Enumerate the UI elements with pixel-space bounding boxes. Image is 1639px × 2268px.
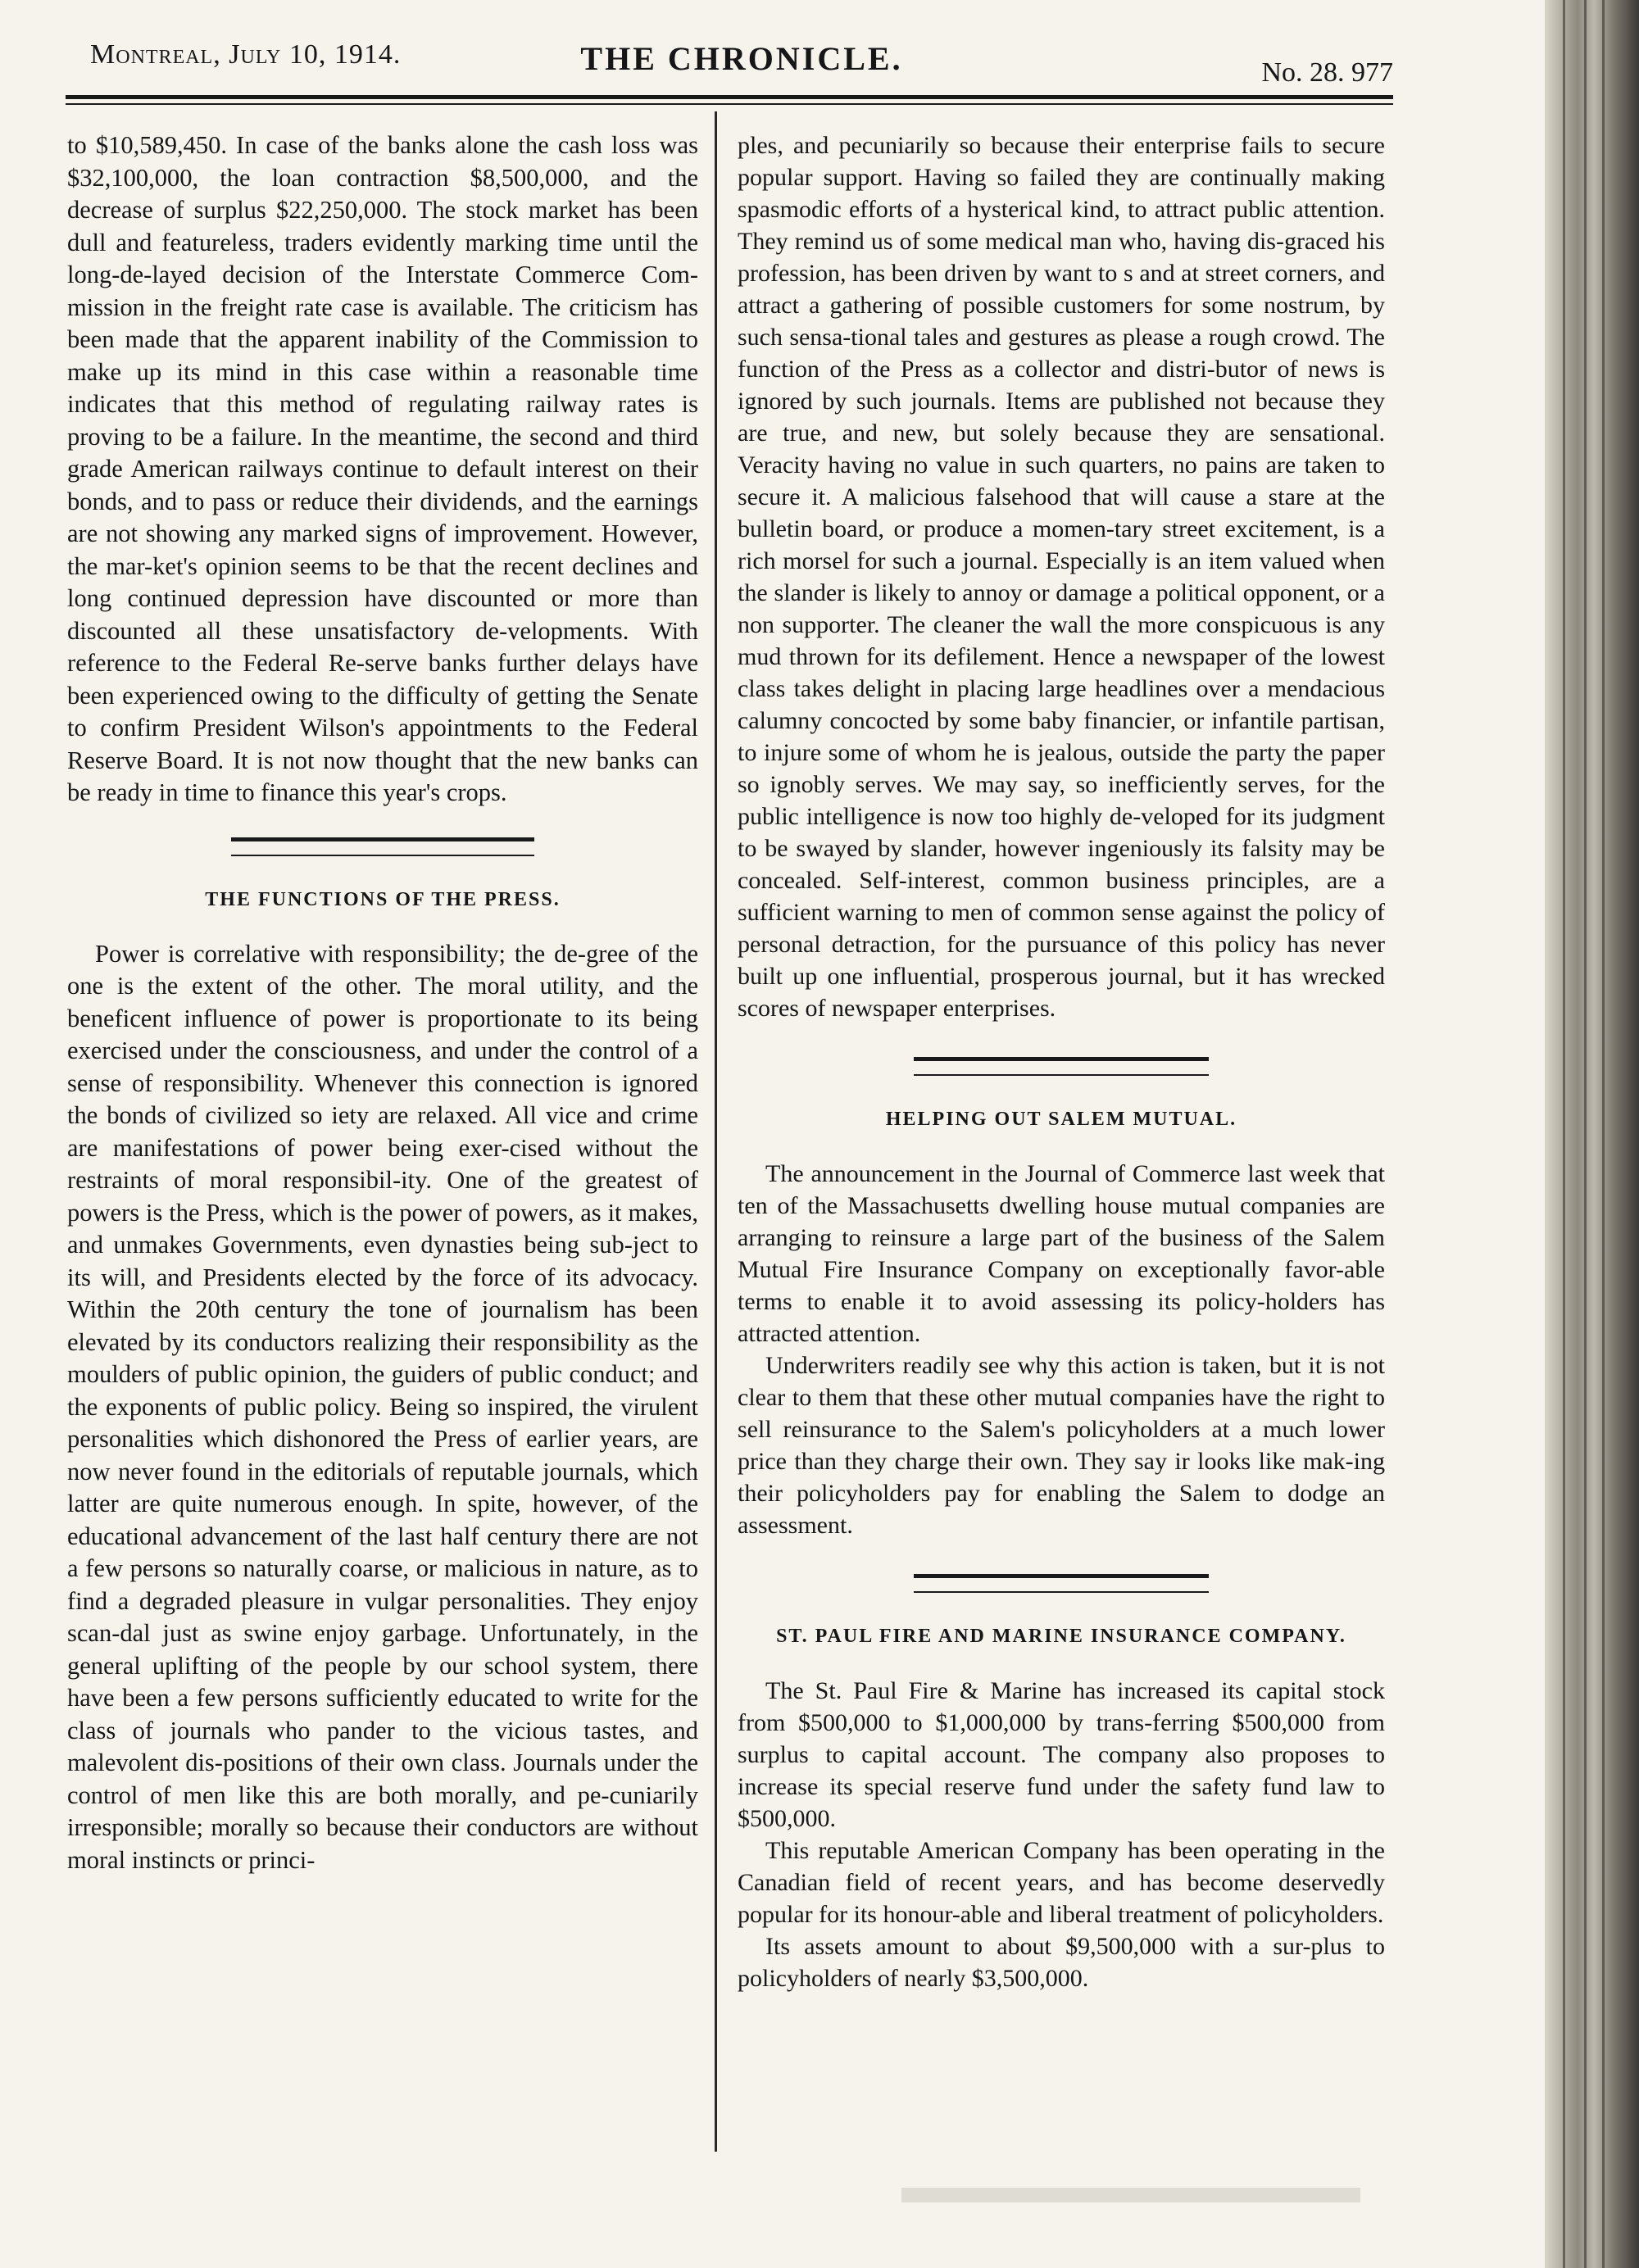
right-column xyxy=(738,129,1385,1994)
stpaul-paragraph: This reputable American Company has been operating in the Canadian field of recent years, and has become deservedly popular for its honour-able and liberal treatment of policyholders. xyxy=(738,1837,1385,1928)
press-article-paragraph: Power is correlative with responsibility; the de-gree of the one is the extent of the other. The moral utility, and the beneficent influence of power is proportionate to its being exercised under the consciousness, and under the control of a sense of responsibility. Whenever this connection is ignored the bonds of civilized so iety are relaxed. All vice and crime are manifestations of power being exer-cised without the restraints of moral responsibil-ity. One of the greatest of powers is the Press, which is the power of powers, as it makes, and unmakes Governments, even dynasties being sub-ject to its will, and Presidents elected by the force of its advocacy. Within the 20th century the tone of journalism has been elevated by its conductors realizing their responsibility as the moulders of public opinion, the guiders of public conduct; and the exponents of public policy. Being so inspired, the virulent personalities which dishonored the Press of earlier years, are now never found in the editorials of reputable journals, which latter are quite numerous enough. In spite, however, of the educational advancement of the last half century there are not a few persons so naturally coarse, or malicious in nature, as to find a degraded pleasure in vulgar personalities. They enjoy scan-dal just as swine enjoy garbage. Unfortunately, in the general uplifting of the people by our school system, there have been a few persons sufficiently educated to write for the class of journals who pander to the vicious tastes, and malevolent dis-positions of their own class. Journals under the control of men like this are both morally, and pe-cuniarily irresponsible; morally so because their conductors are without moral instincts or princi- xyxy=(67,939,698,1874)
page-edge-line xyxy=(1584,0,1587,2268)
salem-article-heading: HELPING OUT SALEM MUTUAL. xyxy=(885,1109,1237,1130)
stpaul-paragraph: The St. Paul Fire & Marine has increased its capital stock from $500,000 to $1,000,000 by trans-ferring $500,000 from surplus to capital account. The company also proposes to increase its special reserve fund under the safety fund law to $500,000. xyxy=(738,1677,1385,1832)
press-article-continued: ples, and pecuniarily so because their enterprise fails to secure popular support. Having so failed they are continually making spasmodic efforts of a hysterical kind, to attract public attention. They remind us of some medical man who, having dis-graced his profession, has been driven by want to s and at street corners, and attract a gathering of possible customers for some nostrum, by such sensa-tional tales and gestures as please a rough crowd. The function of the Press as a collector and distri-butor of news is ignored by such journals. Items are published not because they are true, and new, but solely because they are sensational. Veracity having no value in such quarters, no pains are taken to secure it. A malicious falsehood that will cause a stare at the bulletin board, or produce a momen-tary street excitement, is a rich morsel for such a journal. Especially is an item valued when the slander is likely to annoy or damage a political opponent, or a non supporter. The cleaner the wall the more conspicuous is any mud thrown for its defilement. Hence a newspaper of the lowest class takes delight in placing large headlines over a mendacious calumny concocted by some baby financier, or infantile partisan, to injure some of whom he is jealous, outside the party the paper so ignobly serves. We may say, so inefficiently serves, for the public intelligence is now too highly de-veloped for its judgment to be swayed by slander, however ingeniously its falsity may be concealed. Self-interest, common business principles, are a sufficient warning to men of common sense against the policy of personal detraction, for the pursuance of this policy has never built up one influential, prosperous journal, but it has wrecked scores of newspaper enterprises. xyxy=(738,132,1385,1022)
book-spine-edge xyxy=(1545,0,1639,2268)
bleed-through-smudge xyxy=(901,2188,1360,2202)
column-divider xyxy=(715,111,717,2152)
page-edge-line xyxy=(1602,0,1605,2268)
issue-page-number: No. 28. 977 xyxy=(1261,57,1393,88)
stpaul-article-heading: ST. PAUL FIRE AND MARINE INSURANCE COMPANY. xyxy=(776,1626,1346,1647)
header-rule-thin xyxy=(66,103,1393,105)
press-article-heading: THE FUNCTIONS OF THE PRESS. xyxy=(205,888,561,910)
left-column xyxy=(67,129,698,1876)
header-dateline: Montreal, July 10, 1914. xyxy=(90,39,402,70)
header-rule xyxy=(66,95,1393,99)
section-separator xyxy=(914,1574,1209,1593)
section-separator xyxy=(231,837,534,856)
financial-intro-paragraph: to $10,589,450. In case of the banks alone the cash loss was $32,100,000, the loan contraction $8,500,000, and the decrease of surplus $22,250,000. The stock market has been dull and featureless, traders evidently marking time until the long-de-layed decision of the Interstate Commerce Com-mission in the freight rate case is available. The criticism has been made that the apparent inability of the Commission to make up its mind in this case within a reasonable time indicates that this method of regulating railway rates is proving to be a failure. In the meantime, the second and third grade American railways continue to default interest on their bonds, and to pass or reduce their dividends, and the earnings are not showing any marked signs of improvement. However, the mar-ket's opinion seems to be that the recent declines and long continued depression have discounted or more than discounted all these unsatisfactory de-velopments. With reference to the Federal Re-serve banks further delays have been experienced owing to the difficulty of getting the Senate to confirm President Wilson's appointments to the Federal Reserve Board. It is not now thought that the new banks can be ready in time to finance this year's crops. xyxy=(67,131,698,806)
stpaul-paragraph: Its assets amount to about $9,500,000 with a sur-plus to policyholders of nearly $3,500,000. xyxy=(738,1933,1385,1992)
page-edge-line xyxy=(1563,0,1565,2268)
page-header xyxy=(90,39,1393,88)
salem-paragraph: Underwriters readily see why this action is taken, but it is not clear to them that these other mutual companies have the right to sell reinsurance to the Salem's policyholders at a much lower price than they charge their own. They say ir looks like mak-ing their policyholders pay for enabling the Salem to dodge an assessment. xyxy=(738,1352,1385,1539)
salem-paragraph: The announcement in the Journal of Commerce last week that ten of the Massachusetts dwelling house mutual companies are arranging to reinsure a large part of the business of the Salem Mutual Fire Insurance Company on exceptionally favor-able terms to enable it to avoid assessing its policy-holders has attracted attention. xyxy=(738,1160,1385,1347)
section-separator xyxy=(914,1057,1209,1076)
publication-title: THE CHRONICLE. xyxy=(580,40,903,77)
